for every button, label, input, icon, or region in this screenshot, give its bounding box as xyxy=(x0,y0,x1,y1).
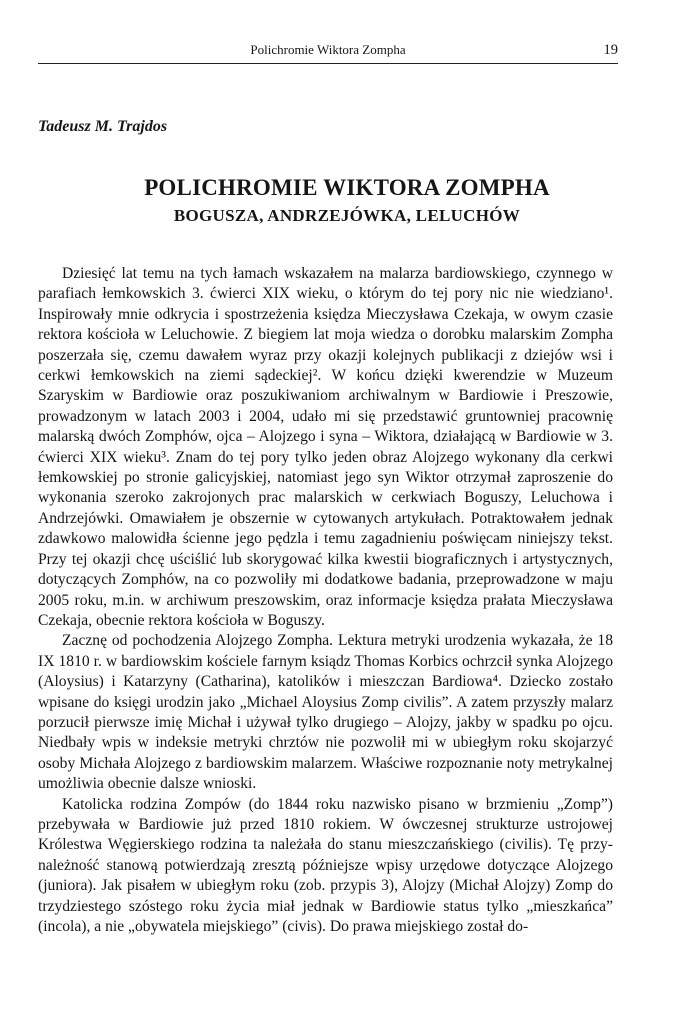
running-header xyxy=(38,42,618,62)
article-body xyxy=(38,264,613,937)
paragraph: Dziesięć lat temu na tych łamach wskazałem na malarza bardiowskiego, czynnego w parafiach łemkowskich 3. ćwierci XIX wieku, o którym do tej pory nic nie wiedziano¹. Inspirowały mnie odkrycia i spostrzeżenia księdza Mieczysława Czekaja, w owym czasie rektora kościoła w Leluchowie. Z biegiem lat moja wiedza o dorobku malarskim Zompha poszerzała się, czemu dawałem wyraz przy okazji kolejnych publikacji z dziejów wsi i cerkwi łemkowskich na ziemi sądeckiej². W końcu dzięki kwerendzie w Muzeum Szaryskim w Bardiowie oraz poszukiwaniom archiwalnym w Bardiowie i Preszowie, prowadzonym w latach 2003 i 2004, udało mi się przedstawić gruntowniej pracownię malarską dwóch Zomphów, ojca – Alojzego i syna – Wiktora, działającą w Bardiowie w 3. ćwierci XIX wieku³. Znam do tej pory tylko jeden obraz Alojzego wykonany dla cerkwi łemkowskiej po stronie galicyjskiej, natomiast jego syn Wiktor otrzymał zaproszenie do wykonania szeroko zakrojonych prac malarskich w cerkwiach Boguszy, Leluchowa i Andrzejówki. Omawiałem je obszernie w cytowanych artykułach. Potraktowałem jednak zdawkowo malowidła ścienne jego pędzla i temu zagadnieniu poświęcam niniejszy tekst. Przy tej okazji chcę uściślić lub skorygować kilka kwestii biograficznych i artystycznych, dotyczących Zomphów, na co pozwoliły mi dodatkowe badania, przeprowadzone w maju 2005 roku, m.in. w archiwum preszowskim, oraz informacje księdza prałata Mieczysława Czekaja, obecnie rektora kościoła w Boguszy. xyxy=(38,265,613,629)
page-number: 19 xyxy=(603,42,618,58)
article-title: POLICHROMIE WIKTORA ZOMPHA xyxy=(144,175,550,200)
author-name: Tadeusz M. Trajdos xyxy=(38,118,168,135)
paragraph: Zacznę od pochodzenia Alojzego Zompha. Lektura metryki urodzenia wykazała, że 18 IX 1810 r. w bardiowskim kościele farnym ksiądz Thomas Korbics ochrzcił synka Alojzego (Aloysius) i Katarzyny (Catharina), katolików i mieszczan Bardiowa⁴. Dziecko zostało wpisane do księgi urodzin jako „Michael Aloysius Zomp civilis”. A zatem przyszły malarz porzucił pierwsze imię Michał i używał tylko drugiego – Alojzy, jakby w spadku po ojcu. Niedbały wpis w indeksie metryki chrztów nie pozwolił mi w ubiegłym roku skojarzyć osoby Michała Alojzego z bardiowskim malarzem. Właściwe rozpoznanie noty metrykalnej umożliwia obecnie dalsze wnioski. xyxy=(38,632,613,793)
header-rule xyxy=(38,63,618,64)
article-subtitle: BOGUSZA, ANDRZEJÓWKA, LELUCHÓW xyxy=(173,206,521,225)
running-title: Polichromie Wiktora Zompha xyxy=(250,42,406,57)
paragraph: Katolicka rodzina Zompów (do 1844 roku nazwisko pisano w brzmieniu „Zomp”) przebywała w Bardiowie już przed 1810 rokiem. W ówczesnej strukturze ustrojowej Królestwa Węgierskiego rodzina ta należała do stanu mieszczańskiego (civilis). Tę przynależność stanową potwierdzają zresztą późniejsze wpisy urzędowe dotyczące Alojzego (juniora). Jak pisałem w ubiegłym roku (zob. przypis 3), Alojzy (Michał Alojzy) Zomp do trzydziestego szóstego roku życia miał jednak w Bardiowie status tylko „mieszkańca” (incola), a nie „obywatela miejskiego” (civis). Do prawa miejskiego został do- xyxy=(38,795,613,935)
